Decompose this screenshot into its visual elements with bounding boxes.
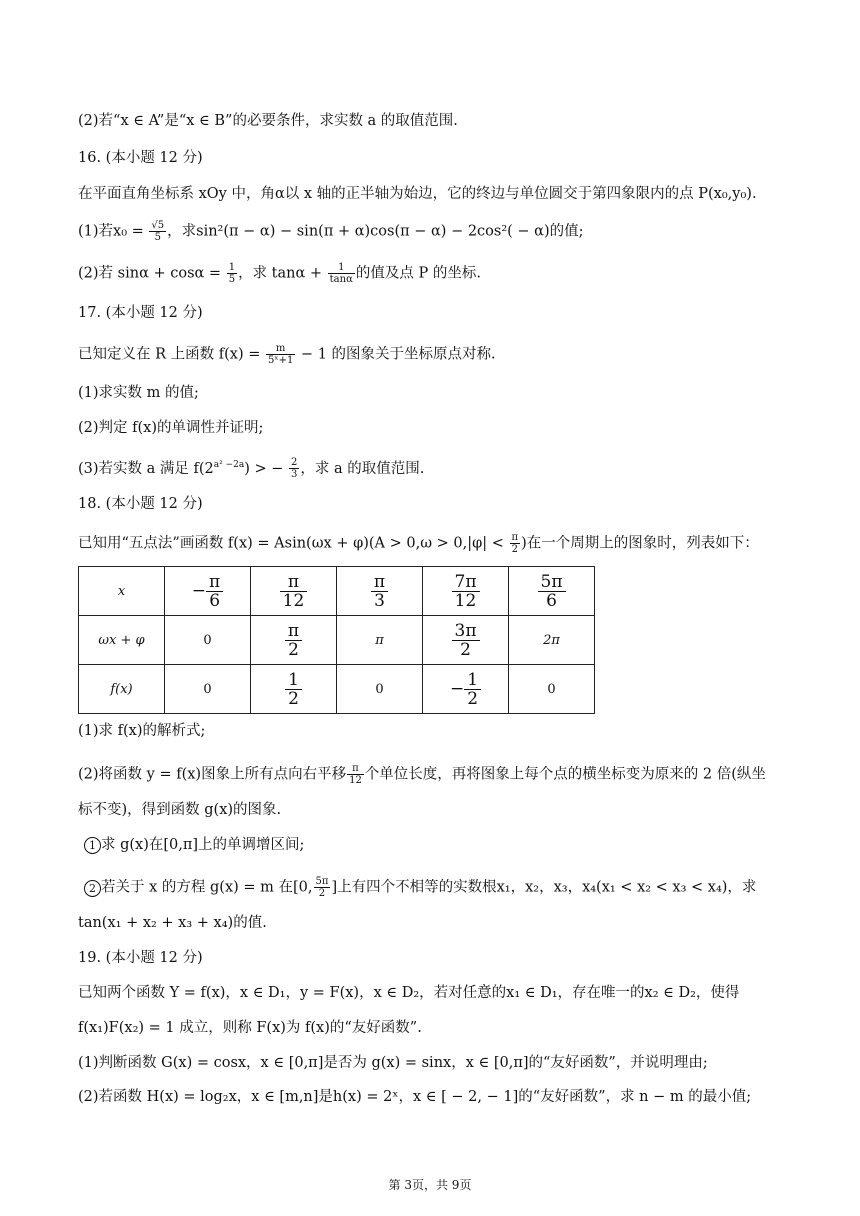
fraction	[285, 622, 302, 659]
fraction	[206, 573, 223, 610]
numerator: π	[347, 763, 364, 775]
numerator: 1	[285, 671, 302, 690]
table-cell: 0	[165, 616, 251, 665]
table-cell	[251, 567, 337, 616]
q16-stem	[78, 184, 757, 204]
text: (2)若函数 H(x) = log₂x，x ∈ [m,n]是h(x) = 2ˣ，x ∈ [ − 2, − 1]的“友好函数”，求 n − m 的最小值;	[78, 1089, 752, 1105]
sign: −	[191, 580, 207, 601]
denominator: 3	[374, 590, 385, 611]
fraction	[510, 532, 521, 555]
text: (1)求实数 m 的值;	[78, 385, 199, 401]
q19-part2	[78, 1087, 751, 1107]
table-cell: 0	[165, 665, 251, 714]
numerator: 3π	[452, 622, 480, 641]
q18-heading	[78, 494, 203, 514]
numerator: m	[266, 343, 295, 355]
exponent: a² −2a	[213, 460, 245, 470]
q19-stem	[78, 983, 739, 1003]
text: 标不变)，得到函数 g(x)的图象.	[78, 802, 282, 818]
q15-part2	[78, 111, 458, 131]
table-header-cell	[79, 665, 165, 714]
denominator: 2	[318, 888, 326, 899]
denominator: tanα	[329, 274, 353, 285]
denominator: 5ˣ+1	[267, 355, 294, 366]
q17-part3	[78, 455, 424, 480]
text: (2)将函数 y = f(x)图象上所有点向右平移	[78, 766, 347, 783]
table-row	[79, 665, 595, 714]
q18-part2-ii	[84, 876, 756, 899]
text: )在一个周期上的图象时，列表如下：	[521, 535, 759, 552]
fraction	[285, 671, 302, 708]
numerator: π	[280, 573, 308, 592]
q17-heading	[78, 303, 203, 323]
fraction	[452, 622, 480, 659]
q17-part2	[78, 418, 263, 438]
denominator: 2	[288, 639, 299, 660]
text: 已知两个函数 Y = f(x)，x ∈ D₁，y = F(x)，x ∈ D₂，若对任意的x₁ ∈ D₁，存在唯一的x₂ ∈ D₂，使得	[78, 985, 740, 1001]
text: (1)若x₀ =	[78, 223, 149, 240]
five-point-table	[78, 566, 595, 714]
table-cell	[165, 567, 251, 616]
q18-part2-cont	[78, 800, 281, 820]
q16-heading	[78, 148, 203, 168]
denominator: 2	[460, 639, 471, 660]
text: ωx + φ	[98, 632, 145, 648]
text: 19. (本小题 12 分)	[78, 950, 203, 966]
table-cell	[423, 665, 509, 714]
numerator: π	[285, 622, 302, 641]
table-header-cell	[79, 567, 165, 616]
text: ) > −	[244, 460, 289, 477]
q19-part1	[78, 1053, 708, 1073]
q17-part1	[78, 383, 199, 403]
denominator: 2	[288, 688, 299, 709]
fraction	[347, 763, 364, 786]
text: x	[117, 583, 126, 599]
denominator: 2	[467, 688, 479, 709]
circled-number: 2	[84, 880, 101, 897]
text: f(x)	[110, 681, 133, 697]
q16-part1	[78, 220, 584, 243]
text: 2π	[543, 632, 560, 648]
q18-stem	[78, 532, 759, 555]
text: (2)判定 f(x)的单调性并证明;	[78, 420, 264, 436]
fraction	[452, 573, 480, 610]
text: ，求 tanα +	[238, 265, 327, 282]
numerator: π	[371, 573, 388, 592]
text: (1)判断函数 G(x) = cosx，x ∈ [0,π]是否为 g(x) = sinx，x ∈ [0,π]的“友好函数”，并说明理由;	[78, 1055, 708, 1071]
text: ，求sin²(π − α) − sin(π + α)cos(π − α) − 2cos²( − α)的值;	[167, 223, 584, 240]
table-cell	[423, 616, 509, 665]
text: (2)若“x ∈ A”是“x ∈ B”的必要条件，求实数 a 的取值范围.	[78, 113, 458, 129]
text: 在平面直角坐标系 xOy 中，角α以 x 轴的正半轴为始边，它的终边与单位圆交于第四象限内的点 P(x₀,y₀).	[78, 186, 757, 202]
text: 16. (本小题 12 分)	[78, 150, 203, 166]
numerator: 2	[291, 457, 298, 469]
table-cell	[337, 567, 423, 616]
fraction	[289, 457, 299, 480]
text: (3)若实数 a 满足 f(2	[78, 460, 214, 477]
table-cell	[423, 567, 509, 616]
table-cell: 0	[509, 665, 595, 714]
text: 的值及点 P 的坐标.	[355, 265, 481, 282]
fraction	[227, 262, 237, 285]
fraction	[538, 573, 566, 610]
sign: −	[449, 678, 465, 699]
denominator: 2	[511, 544, 519, 555]
table-cell	[509, 567, 595, 616]
text: (1)求 f(x)的解析式;	[78, 723, 206, 739]
denominator: 12	[454, 590, 477, 611]
fraction	[314, 876, 331, 899]
fraction	[371, 573, 388, 610]
text: 已知定义在 R 上函数 f(x) =	[78, 346, 265, 363]
table-header-cell	[79, 616, 165, 665]
q17-stem	[78, 343, 496, 366]
fraction	[149, 220, 166, 243]
numerator: π	[206, 573, 223, 592]
fraction	[266, 343, 295, 366]
page-footer: 第 3页，共 9页	[388, 1178, 472, 1192]
denominator: 6	[546, 590, 557, 611]
text: tan(x₁ + x₂ + x₃ + x₄)的值.	[78, 915, 267, 931]
table-row	[79, 567, 595, 616]
text: − 1 的图象关于坐标原点对称.	[296, 346, 496, 363]
q16-part2	[78, 262, 481, 285]
text: 18. (本小题 12 分)	[78, 496, 203, 512]
numerator: 5π	[538, 573, 566, 592]
q18-part1	[78, 721, 205, 741]
fraction	[280, 573, 308, 610]
text: (2)若 sinα + cosα =	[78, 265, 226, 282]
numerator: 5π	[315, 876, 329, 887]
denominator: 5	[228, 274, 236, 285]
q19-stem-cont	[78, 1018, 422, 1038]
text: 17. (本小题 12 分)	[78, 305, 203, 321]
text: 若关于 x 的方程 g(x) = m 在[0,	[101, 879, 313, 896]
fraction	[328, 262, 355, 285]
table-cell	[509, 616, 595, 665]
numerator: 1	[228, 262, 236, 273]
table-cell	[337, 616, 423, 665]
fraction	[464, 671, 481, 708]
text: π	[375, 632, 384, 648]
numerator: √5	[151, 220, 165, 231]
table-cell	[251, 616, 337, 665]
denominator: 12	[282, 590, 305, 611]
denominator: 5	[154, 232, 161, 243]
q18-part2	[78, 763, 766, 786]
text: 求 g(x)在[0,π]上的单调增区间;	[101, 837, 305, 853]
denominator: 3	[291, 469, 298, 481]
numerator: π	[511, 532, 519, 543]
numerator: 1	[328, 262, 355, 274]
q18-part2-i	[84, 835, 304, 855]
q19-heading	[78, 948, 203, 968]
text: ]上有四个不相等的实数根x₁，x₂，x₃，x₄(x₁ < x₂ < x₃ < x₄)，求	[331, 879, 757, 896]
denominator: 6	[209, 590, 221, 611]
denominator: 12	[349, 775, 362, 786]
numerator: 7π	[452, 573, 480, 592]
text: ，求 a 的取值范围.	[300, 460, 425, 477]
text: 已知用“五点法”画函数 f(x) = Asin(ωx + φ)(A > 0,ω > 0,|φ| <	[78, 535, 509, 552]
text: f(x₁)F(x₂) = 1 成立，则称 F(x)为 f(x)的“友好函数”.	[78, 1020, 422, 1036]
table-cell: 0	[337, 665, 423, 714]
circled-number: 1	[84, 837, 101, 854]
q18-part2-ii-cont	[78, 913, 267, 933]
numerator: 1	[464, 671, 481, 690]
table-row	[79, 616, 595, 665]
table-cell	[251, 665, 337, 714]
text: 个单位长度，再将图象上每个点的横坐标变为原来的 2 倍(纵坐	[364, 766, 766, 783]
